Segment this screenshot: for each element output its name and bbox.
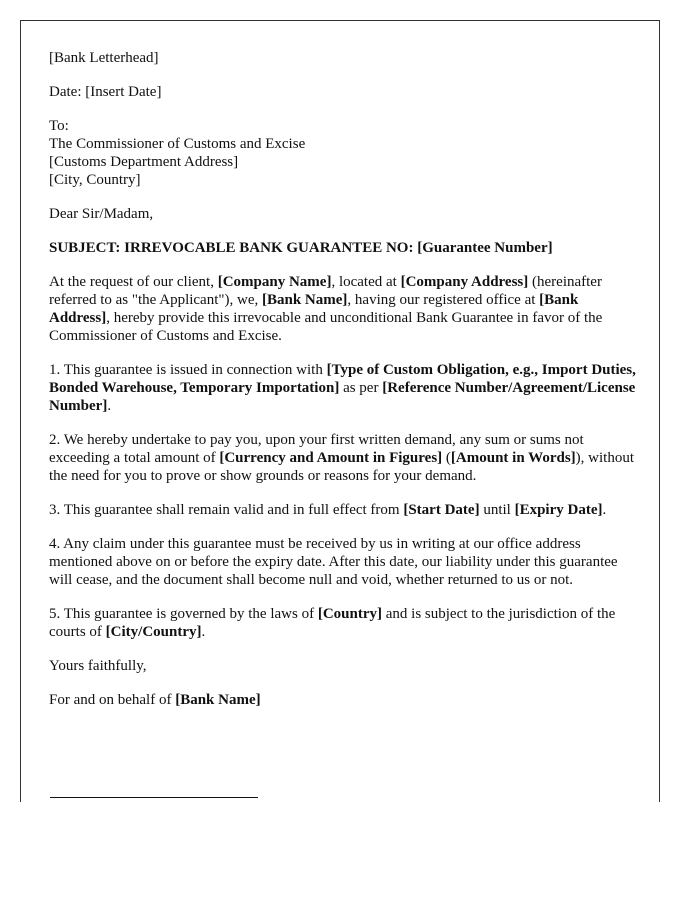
clause-text: . [107, 398, 112, 414]
placeholder-city-country: [City/Country] [105, 624, 202, 640]
placeholder-bank-address: [Bank Address] [49, 292, 579, 326]
intro-text: , located at [331, 274, 401, 290]
clause-text: until [479, 502, 515, 518]
intro-text: , hereby provide this irrevocable and unconditional Bank Guarantee in favor of the Commissioner of Customs and Excise. [49, 310, 603, 344]
recipient-to: To: [49, 118, 69, 134]
intro-text: , having our registered office at [347, 292, 540, 308]
placeholder-expiry-date: [Expiry Date] [514, 502, 603, 518]
clause-text: 5. This guarantee is governed by the laws of [49, 606, 318, 622]
placeholder-obligation-type: [Type of Custom Obligation, e.g., Import Duties, Bonded Warehouse, Temporary Importation] [49, 362, 636, 396]
placeholder-country: [Country] [317, 606, 382, 622]
clause-text: . [201, 624, 206, 640]
clause-text: and is subject to the jurisdiction of the courts of [49, 606, 616, 640]
recipient-block [49, 117, 639, 189]
placeholder-company-address: [Company Address] [400, 274, 529, 290]
clause-5 [49, 605, 639, 641]
bank-letterhead: [Bank Letterhead] [49, 50, 159, 66]
letter-page [20, 20, 660, 802]
clause-3 [49, 501, 639, 519]
clause-text: 3. This guarantee shall remain valid and in full effect from [49, 502, 404, 518]
subject-line [49, 239, 639, 257]
letter-body [49, 49, 639, 725]
intro-text: At the request of our client, [49, 274, 218, 290]
clause-2 [49, 431, 639, 485]
closing: Yours faithfully, [49, 658, 147, 674]
clause-text: 4. Any claim under this guarantee must be received by us in writing at our office address mentioned above on or before the expiry date. After this date, our liability under this guarantee will cease, and the document shall become null and void, whether returned to us or not. [49, 536, 618, 588]
placeholder-bank-name: [Bank Name] [175, 692, 261, 708]
placeholder-amount-figures: [Currency and Amount in Figures] [219, 450, 443, 466]
clause-4 [49, 535, 639, 589]
recipient-address: [Customs Department Address] [49, 154, 239, 170]
salutation: Dear Sir/Madam, [49, 206, 154, 222]
subject-text: SUBJECT: IRREVOCABLE BANK GUARANTEE NO: [Guarantee Number] [49, 240, 553, 256]
clause-1 [49, 361, 639, 415]
letter-date: Date: [Insert Date] [49, 84, 162, 100]
clause-text: . [602, 502, 607, 518]
placeholder-company-name: [Company Name] [217, 274, 332, 290]
clause-text: 1. This guarantee is issued in connection with [49, 362, 327, 378]
intro-paragraph [49, 273, 639, 345]
placeholder-bank-name: [Bank Name] [262, 292, 348, 308]
clause-text: as per [339, 380, 383, 396]
recipient-city: [City, Country] [49, 172, 141, 188]
recipient-title: The Commissioner of Customs and Excise [49, 136, 306, 152]
clause-text: ), without the need for you to prove or show grounds or reasons for your demand. [49, 450, 634, 484]
clause-text: 2. We hereby undertake to pay you, upon your first written demand, any sum or sums not exceeding a total amount of [49, 432, 584, 466]
placeholder-reference-number: [Reference Number/Agreement/License Number] [49, 380, 636, 414]
intro-text: (hereinafter referred to as "the Applicant"), we, [49, 274, 602, 308]
placeholder-amount-words: [Amount in Words] [450, 450, 576, 466]
clause-text: ( [442, 450, 451, 466]
on-behalf-line [49, 691, 639, 709]
signature-line [50, 797, 258, 798]
placeholder-start-date: [Start Date] [403, 502, 480, 518]
behalf-text: For and on behalf of [49, 692, 176, 708]
